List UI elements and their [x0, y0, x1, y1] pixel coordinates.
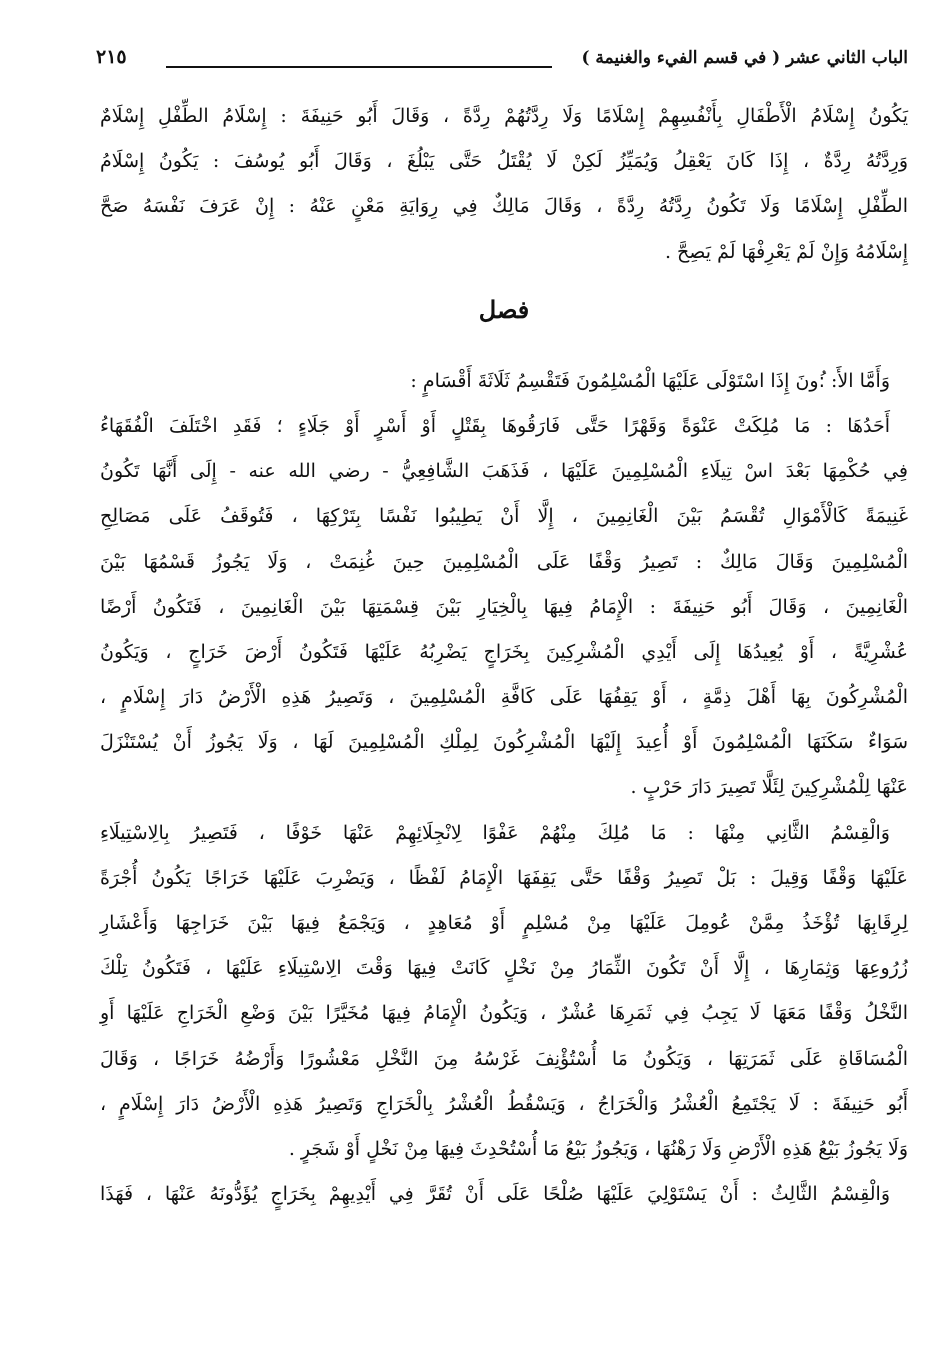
text-line: وَأَمَّا الأَ: :ُونَ إِذَا اسْتَوْلَى عَلَيْهَا الْمُسْلِمُونَ فَتَقْسِمُ ثَلَاثَةَ أَقْسَامٍ : — [410, 369, 890, 392]
text-line: وَالْقِسْمُ الثَّانِي مِنْهَا : مَا مُلِكَ مِنْهُمْ عَفْوًا لِانْجِلَائِهِمْ عَنْهَا خَوْفًا ، فَتَصِيرُ بِالِاسْتِيلَاءِ — [100, 821, 890, 844]
text-line: عَنْهَا لِلْمُشْرِكِينَ لِئَلَّا تَصِيرَ دَارَ حَرْبٍ . — [630, 776, 908, 799]
text-line: إِسْلَامُهُ وَإِنْ لَمْ يَعْرِفْهَا لَمْ يَصِحَّ . — [664, 240, 908, 263]
text-line: الْغَانِمِينَ ، وَقَالَ أَبُو حَنِيفَةَ : الْإِمَامُ فِيهَا بِالْخِيَارِ بَيْنَ قِسْمَتِهَا بَيْنَ الْغَانِمِينَ ، فَتَكُونُ أَرْضًا — [100, 595, 908, 618]
text-line: النَّخْلُ وَقْفًا مَعَهَا لَا يَجِبُ فِي ثَمَرِهَا عُشْرٌ ، وَيَكُونُ الْإِمَامُ فِيهَا مُخَيَّرًا بَيْنَ وَضْعِ الْخَرَاجِ عَلَيْهَا أَوِ — [100, 1002, 908, 1025]
paragraph-1 — [100, 94, 908, 275]
text-line: زُرُوعِهَا وَثِمَارِهَا ، إِلَّا أَنْ تَكُونَ الثِّمَارُ مِنْ نَخْلٍ كَانَتْ فِيهَا وَقْتَ الِاسْتِيلَاءِ عَلَيْهَا ، فَتَكُونُ تِلْكَ — [100, 957, 908, 980]
paragraph-4 — [100, 1172, 908, 1217]
text-line: فِي حُكْمِهَا بَعْدَ اسْ تِيلَاءِ الْمُسْلِمِينَ عَلَيْهَا ، فَذَهَبَ الشَّافِعِيُّ - رضي الله عنه - إِلَى أَنَّهَا تَكُونُ — [100, 460, 908, 483]
paragraph-3 — [100, 811, 908, 1173]
page-header — [96, 44, 908, 84]
text-line: وَالْقِسْمُ الثَّالِثُ : أَنْ يَسْتَوْلِيَ عَلَيْهَا صُلْحًا عَلَى أَنْ تُقَرَّ فِي أَيْدِيهِمْ بِخَرَاجٍ يُؤَدُّونَهُ عَنْهَا ، فَهَذَا — [100, 1183, 890, 1206]
header-rule — [166, 66, 552, 68]
text-line: لِرِقَابِهَا تُؤْخَذُ مِمَّنْ عُومِلَ عَلَيْهَا مِنْ مُسْلِمٍ أَوْ مُعَاهِدٍ ، وَيَجْمَعُ فِيهَا بَيْنَ خَرَاجِهَا وَأَعْشَارِ — [100, 912, 908, 934]
text-line: أَبُو حَنِيفَةَ : لَا يَجْتَمِعُ الْعُشْرُ وَالْخَرَاجُ ، وَيَسْقُطُ الْعُشْرُ بِالْخَرَاجِ وَتَصِيرُ هَذِهِ الْأَرْضُ دَارَ إِسْلَامٍ ، — [100, 1092, 908, 1115]
spacer — [100, 345, 908, 359]
section-heading: فصل — [478, 294, 530, 324]
text-line: الْمُسْلِمِينَ وَقَالَ مَالِكٌ : تَصِيرُ وَقْفًا عَلَى الْمُسْلِمِينَ حِينَ غُنِمَتْ ، وَلَا يَجُوزُ قَسْمُهَا بَيْنَ — [100, 550, 908, 573]
text-line: عَلَيْهَا وَقْفًا وَقِيلَ : بَلْ تَصِيرُ وَقْفًا حَتَّى يَقِفَهَا الْإِمَامُ لَفْظًا ، وَيَضْرِبَ عَلَيْهَا خَرَاجًا يَكُونُ أُجْرَةً — [100, 866, 908, 889]
page-number: ٢١٥ — [96, 46, 127, 68]
chapter-title: الباب الثاني عشر ( في قسم الفيء والغنيمة ) — [581, 48, 908, 68]
text-line: يَكُونُ إِسْلَامُ الْأَطْفَالِ بِأَنْفُسِهِمْ إِسْلَامًا وَلَا رِدَّتُهُمْ رِدَّةً ، وَقَالَ أَبُو حَنِيفَةَ : إِسْلَامُ الطِّفْلِ إِسْلَامٌ — [100, 105, 908, 127]
text-line: عُشْرِيَّةً ، أَوْ يُعِيدُهَا إِلَى أَيْدِي الْمُشْرِكِينَ بِخَرَاجٍ يَضْرِبُهُ عَلَيْهَا فَتَكُونُ أَرْضَ خَرَاجٍ ، وَيَكُونُ — [100, 640, 908, 663]
text-line: سَوَاءٌ سَكَنَهَا الْمُسْلِمُونَ أَوْ أُعِيدَ إِلَيْهَا الْمُشْرِكُونَ لِمِلْكِ الْمُسْلِمِينَ لَهَا ، وَلَا يَجُوزُ أَنْ يُسْتَنْزَلَ — [100, 731, 908, 754]
text-line: الطِّفْلِ إِسْلَامًا وَلَا تَكُونُ رِدَّتُهُ رِدَّةً ، وَقَالَ مَالِكٌ فِي رِوَايَةِ مَعْنٍ عَنْهُ : إِنْ عَرَفَ نَفْسَهُ صَحَّ — [100, 195, 908, 218]
text-line: وَرِدَّتُهُ رِدَّةٌ ، إِذَا كَانَ يَعْقِلُ وَيُمَيِّزُ لَكِنْ لَا يُقْتَلُ حَتَّى يَبْلُغَ ، وَقَالَ أَبُو يُوسُفَ : يَكُونُ إِسْلَامُ — [100, 150, 908, 173]
text-line: وَلَا يَجُوزُ بَيْعُ هَذِهِ الْأَرْضِ وَلَا رَهْنُهَا ، وَيَجُوزُ بَيْعُ مَا أُسْتُحْدِثَ فِيهَا مِنْ نَخْلٍ أَوْ شَجَرٍ . — [288, 1137, 908, 1160]
body-text — [100, 94, 908, 1217]
text-line: غَنِيمَةً كَالْأَمْوَالِ تُقْسَمُ بَيْنَ الْغَانِمِينَ ، إِلَّا أَنْ يَطِيبُوا نَفْسًا بِتَرْكِهَا ، فَتُوقَفُ عَلَى مَصَالِحِ — [100, 505, 908, 528]
text-line: الْمُشْرِكُونَ بِهَا أَهْلَ ذِمَّةٍ ، أَوْ يَقِفُهَا عَلَى كَافَّةِ الْمُسْلِمِينَ ، وَتَصِيرُ هَذِهِ الْأَرْضُ دَارَ إِسْلَامٍ ، — [100, 686, 908, 709]
paragraph-2 — [100, 359, 908, 811]
text-line: أَحَدُهَا : مَا مُلِكَتْ عَنْوَةً وَقَهْرًا حَتَّى فَارَقُوهَا بِقَتْلٍ أَوْ أَسْرٍ أَوْ جَلَاءٍ ؛ فَقَدِ اخْتَلَفَ الْفُقَهَاءُ — [100, 414, 890, 437]
text-line: الْمُسَاقَاةِ عَلَى ثَمَرَتِهَا ، وَيَكُونُ مَا أُسْتُؤْنِفَ غَرْسُهُ مِنَ النَّخْلِ مَعْشُورًا وَأَرْضُهُ خَرَاجًا ، وَقَالَ — [100, 1047, 908, 1070]
